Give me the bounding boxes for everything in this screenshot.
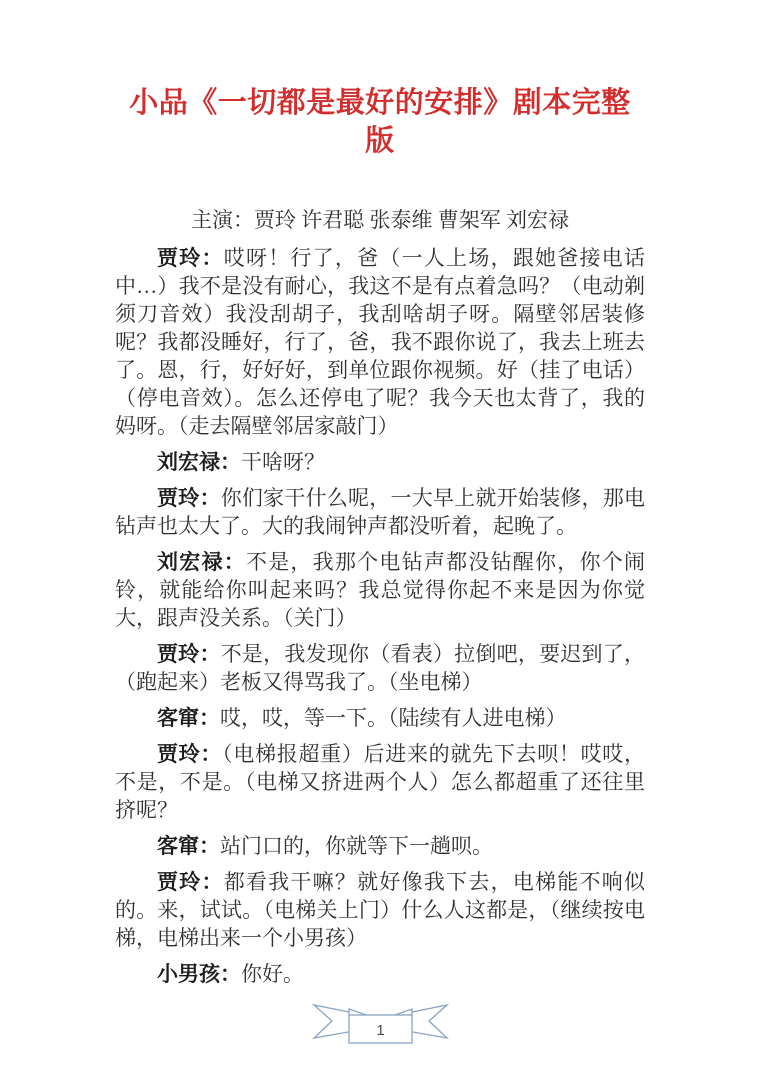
speaker-name: 贾玲： xyxy=(157,742,223,766)
speaker-name: 客窜： xyxy=(157,834,220,858)
speaker-name: 贾玲： xyxy=(157,870,224,894)
dialogue-text: 不是，我发现你（看表）拉倒吧，要迟到了，（跑起来）老板又得骂我了。（坐电梯） xyxy=(115,642,646,694)
speaker-name: 客窜： xyxy=(157,706,220,730)
dialogue-paragraph xyxy=(115,740,645,824)
speaker-name: 贾玲： xyxy=(157,486,221,510)
speaker-name: 刘宏禄： xyxy=(157,550,246,574)
page-number-ribbon-icon xyxy=(308,1000,453,1052)
dialogue-text: 都看我干嘛？就好像我下去，电梯能不响似的。来，试试。（电梯关上门）什么人这都是，（继续按电梯，电梯出来一个小男孩） xyxy=(115,870,646,950)
page-number: 1 xyxy=(375,1022,385,1039)
dialogue-text: 哎呀！行了，爸（一人上场，跟她爸接电话中…）我不是没有耐心，我这不是有点着急吗？（电动剃须刀音效）我没刮胡子，我刮啥胡子呀。隔壁邻居装修呢？我都没睡好，行了，爸，我不跟你说了，我去上班去了。恩，行，好好好，到单位跟你视频。好（挂了电话）（停电音效）。怎么还停电了呢？我今天也太背了，我的妈呀。（走去隔壁邻居家敲门） xyxy=(115,246,646,438)
dialogue-paragraph xyxy=(115,548,645,632)
dialogue-text: （电梯报超重）后进来的就先下去呗！哎哎，不是，不是。（电梯又挤进两个人）怎么都超重了还往里挤呢？ xyxy=(115,742,646,822)
dialogue-text: 站门口的，你就等下一趟呗。 xyxy=(220,834,493,858)
dialogue-text: 哎，哎，等一下。（陆续有人进电梯） xyxy=(220,706,567,730)
speaker-name: 贾玲： xyxy=(157,246,224,270)
dialogue-paragraph xyxy=(115,868,645,952)
page-footer xyxy=(0,1000,760,1056)
dialogue-paragraph xyxy=(115,244,645,440)
dialogue-text: 你们家干什么呢，一大早上就开始装修，那电钻声也太大了。大的我闹钟声都没听着，起晚了。 xyxy=(115,486,646,538)
dialogue-text: 不是，我那个电钻声都没钻醒你，你个闹铃，就能给你叫起来吗？我总觉得你起不来是因为你觉大，跟声没关系。（关门） xyxy=(115,550,645,630)
cast-line: 主演：贾玲 许君聪 张泰维 曹架军 刘宏禄 xyxy=(191,208,569,232)
dialogue-paragraph xyxy=(115,640,645,696)
script-body xyxy=(115,244,645,988)
speaker-name: 刘宏禄： xyxy=(157,450,241,474)
dialogue-paragraph xyxy=(115,960,645,988)
speaker-name: 小男孩： xyxy=(157,962,241,986)
speaker-name: 贾玲： xyxy=(157,642,221,666)
ribbon-right-wing xyxy=(407,1005,447,1038)
dialogue-text: 你好。 xyxy=(241,962,304,986)
dialogue-paragraph xyxy=(115,448,645,476)
dialogue-paragraph xyxy=(115,484,645,540)
dialogue-paragraph xyxy=(115,704,645,732)
dialogue-paragraph xyxy=(115,832,645,860)
dialogue-text: 干啥呀？ xyxy=(241,450,325,474)
ribbon-left-wing xyxy=(314,1005,354,1038)
page-title: 小品《一切都是最好的安排》剧本完整版 xyxy=(129,87,631,157)
